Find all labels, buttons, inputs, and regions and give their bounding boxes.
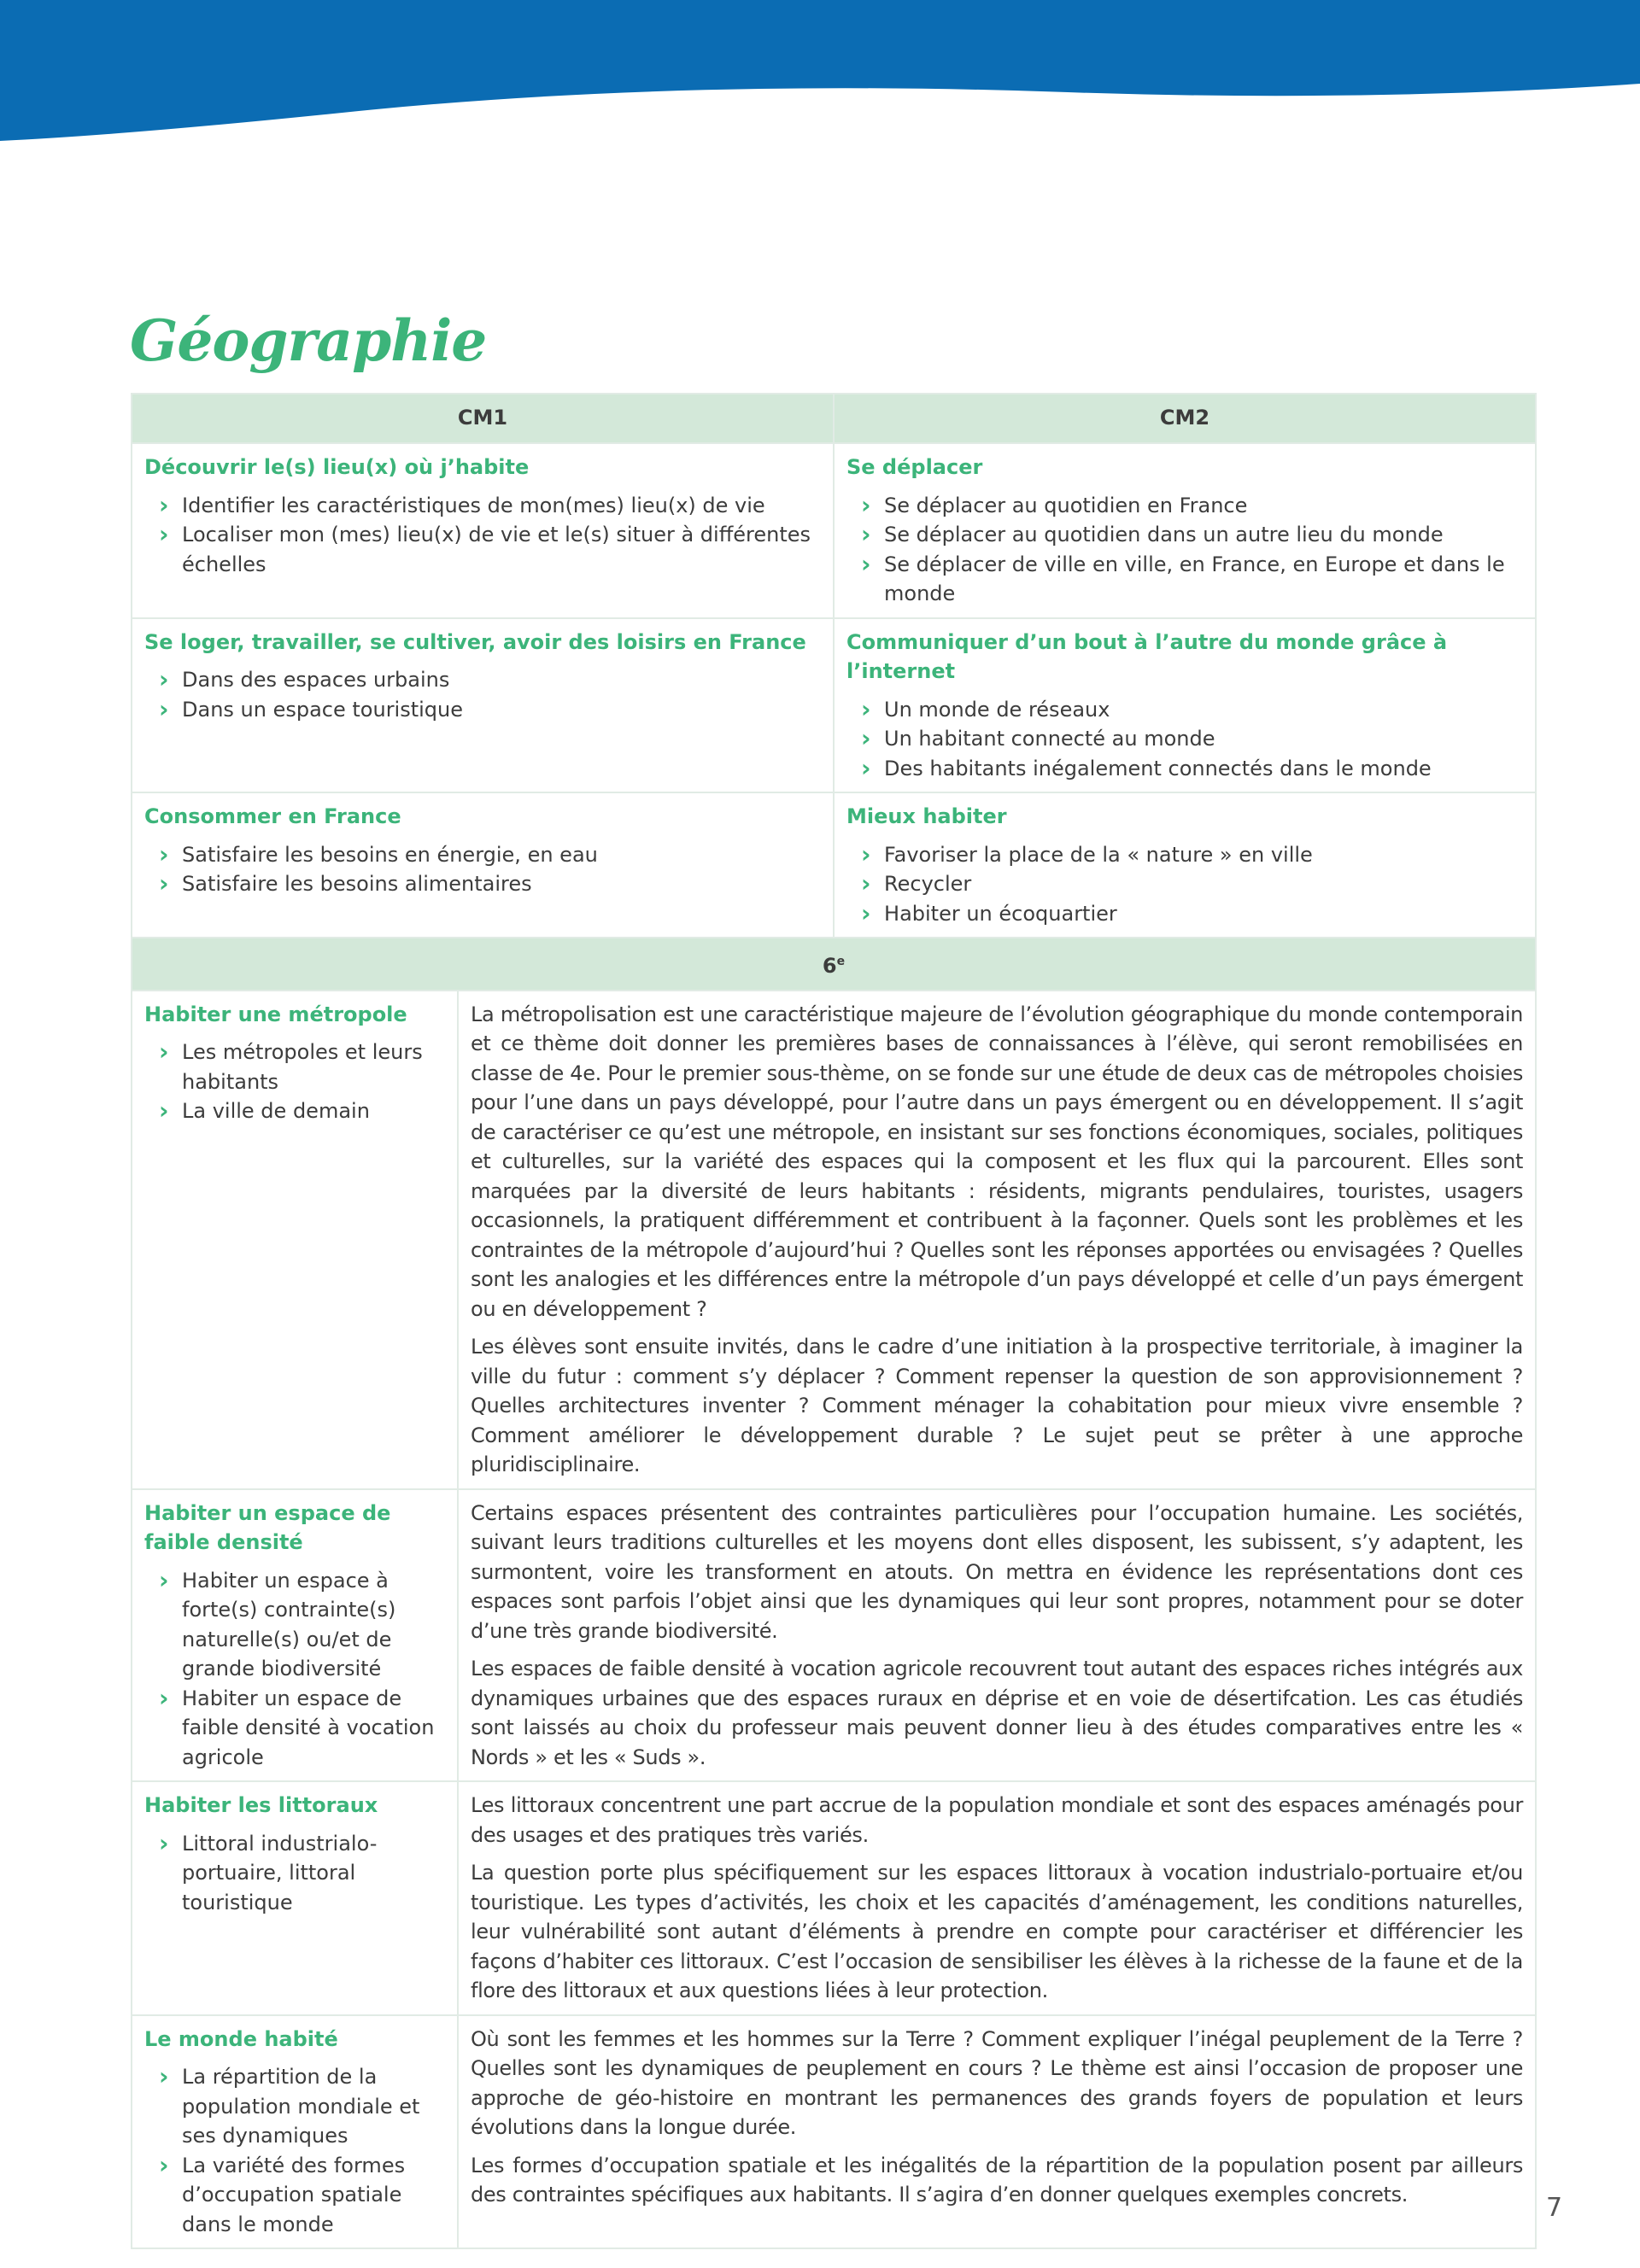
theme-title: Le monde habité bbox=[144, 2026, 338, 2051]
list-item-text: Localiser mon (mes) lieu(x) de vie et le(s) situer à différentes échelles bbox=[182, 523, 811, 576]
list-item-text: Dans des espaces urbains bbox=[182, 668, 450, 692]
list-item-text: Identifier les caractéristiques de mon(mes) lieu(x) de vie bbox=[182, 493, 765, 517]
list-item bbox=[159, 1096, 445, 1126]
list-item-text: La ville de demain bbox=[182, 1099, 370, 1123]
chevron-right-icon: › bbox=[861, 520, 871, 548]
chevron-right-icon: › bbox=[159, 869, 169, 897]
chevron-right-icon: › bbox=[861, 839, 871, 868]
list-item-text: Dans un espace touristique bbox=[182, 697, 464, 722]
sixieme-theme-cell bbox=[132, 1489, 458, 1782]
chevron-right-icon: › bbox=[861, 753, 871, 782]
theme-title: Mieux habiter bbox=[846, 804, 1007, 828]
description-paragraph: Les littoraux concentrent une part accrue de la population mondiale et sont des espaces aménagés pour des usages et des pratiques très variés. bbox=[471, 1793, 1524, 1847]
chevron-right-icon: › bbox=[861, 490, 871, 519]
list-item bbox=[159, 694, 821, 725]
theme-title: Communiquer d’un bout à l’autre du monde grâce à l’internet bbox=[846, 629, 1448, 683]
list-item bbox=[861, 694, 1523, 725]
sixieme-row bbox=[132, 1489, 1536, 1782]
chevron-right-icon: › bbox=[861, 724, 871, 752]
list-item-text: Des habitants inégalement connectés dans le monde bbox=[884, 756, 1432, 780]
theme-items bbox=[846, 695, 1523, 784]
chevron-right-icon: › bbox=[861, 898, 871, 927]
list-item bbox=[861, 839, 1523, 870]
chevron-right-icon: › bbox=[159, 1828, 169, 1857]
chevron-right-icon: › bbox=[159, 839, 169, 868]
list-item bbox=[861, 724, 1523, 754]
list-item-text: Un monde de réseaux bbox=[884, 697, 1110, 722]
description-paragraph: Les élèves sont ensuite invités, dans le cadre d’une initiation à la prospective territoriale, à imaginer la ville du futur : comment s’y déplacer ? Comment repenser la question de son approvisionnement ? Quelles architectures inventer ? Comment ménager la cohabitation pour mieux vivre ensemble ? Comment améliorer le développement durable ? Le sujet peut se prêter à une approche pluridisciplinaire. bbox=[471, 1335, 1524, 1476]
sixieme-row bbox=[132, 1781, 1536, 2015]
chevron-right-icon: › bbox=[159, 1038, 169, 1066]
list-item-text: Habiter un espace à forte(s) contrainte(s) naturelle(s) ou/et de grande biodiversité bbox=[182, 1568, 396, 1681]
chevron-right-icon: › bbox=[159, 1683, 169, 1712]
sixieme-theme-cell bbox=[132, 1781, 458, 2015]
chevron-right-icon: › bbox=[861, 694, 871, 723]
theme-items bbox=[846, 840, 1523, 929]
list-item bbox=[159, 1828, 445, 1918]
header-sixieme-sup: e bbox=[836, 955, 846, 968]
chevron-right-icon: › bbox=[159, 2150, 169, 2179]
list-item-text: Habiter un écoquartier bbox=[884, 901, 1117, 926]
sixieme-theme-cell bbox=[132, 2015, 458, 2249]
chevron-right-icon: › bbox=[159, 490, 169, 519]
theme-items bbox=[144, 840, 821, 899]
cm1-cell bbox=[132, 443, 834, 618]
top-banner bbox=[0, 0, 1640, 149]
chevron-right-icon: › bbox=[159, 2062, 169, 2090]
description-paragraph: Certains espaces présentent des contraintes particulières pour l’occupation humaine. Les sociétés, suivant leurs traditions culturelles et les moyens dont elles disposent, les subissent, s’y adaptent, les surmontent, voire les transforment en atouts. On mettra en évidence les représentations dont ces espaces sont parfois l’objet ainsi que les dynamiques qui leur sont propres, notamment pour se doter d’une très grande biodiversité. bbox=[471, 1500, 1524, 1643]
sixieme-row bbox=[132, 991, 1536, 1489]
list-item bbox=[159, 869, 821, 899]
cm1-cell bbox=[132, 618, 834, 793]
cm2-cell bbox=[834, 618, 1536, 793]
header-sixieme bbox=[132, 938, 1536, 991]
theme-title: Se déplacer bbox=[846, 455, 983, 479]
sixieme-description-cell bbox=[458, 1489, 1536, 1782]
list-item-text: Se déplacer au quotidien dans un autre lieu du monde bbox=[884, 523, 1444, 547]
sixieme-header-row bbox=[132, 938, 1536, 991]
chevron-right-icon: › bbox=[159, 1096, 169, 1125]
programme-table bbox=[131, 393, 1537, 2249]
list-item bbox=[861, 549, 1523, 609]
theme-title: Se loger, travailler, se cultiver, avoir des loisirs en France bbox=[144, 629, 806, 654]
theme-items bbox=[144, 1566, 445, 1773]
chevron-right-icon: › bbox=[159, 694, 169, 723]
theme-items bbox=[144, 665, 821, 724]
page-number: 7 bbox=[1546, 2193, 1563, 2223]
theme-items bbox=[144, 2062, 445, 2239]
list-item bbox=[159, 839, 821, 870]
list-item bbox=[861, 898, 1523, 929]
chevron-right-icon: › bbox=[159, 520, 169, 548]
list-item-text: Recycler bbox=[884, 872, 972, 896]
cm-row bbox=[132, 443, 1536, 618]
list-item-text: Se déplacer au quotidien en France bbox=[884, 493, 1248, 517]
list-item-text: Les métropoles et leurs habitants bbox=[182, 1040, 423, 1094]
cm2-cell bbox=[834, 792, 1536, 938]
list-item-text: Habiter un espace de faible densité à vocation agricole bbox=[182, 1686, 435, 1769]
description-paragraph: Les formes d’occupation spatiale et les inégalités de la répartition de la population posent par ailleurs des contraintes spécifiques aux habitants. Il s’agira d’en donner quelques exemples concrets. bbox=[471, 2153, 1524, 2207]
list-item bbox=[861, 520, 1523, 550]
sixieme-description-cell bbox=[458, 1781, 1536, 2015]
list-item bbox=[159, 520, 821, 579]
cm-row bbox=[132, 618, 1536, 793]
list-item bbox=[159, 665, 821, 695]
list-item bbox=[159, 1038, 445, 1096]
list-item-text: Un habitant connecté au monde bbox=[884, 727, 1215, 751]
theme-title: Consommer en France bbox=[144, 804, 401, 828]
chevron-right-icon: › bbox=[159, 665, 169, 693]
list-item-text: La variété des formes d’occupation spatiale dans le monde bbox=[182, 2153, 406, 2236]
header-sixieme-num: 6 bbox=[822, 954, 837, 978]
page-title: Géographie bbox=[130, 307, 487, 374]
sixieme-description-cell bbox=[458, 2015, 1536, 2249]
sixieme-row bbox=[132, 2015, 1536, 2249]
chevron-right-icon: › bbox=[861, 549, 871, 578]
list-item bbox=[861, 869, 1523, 899]
cm1-cell bbox=[132, 792, 834, 938]
theme-items bbox=[144, 491, 821, 580]
sixieme-theme-cell bbox=[132, 991, 458, 1489]
list-item-text: Satisfaire les besoins en énergie, en eau bbox=[182, 842, 598, 867]
theme-title: Découvrir le(s) lieu(x) où j’habite bbox=[144, 455, 530, 479]
list-item-text: Favoriser la place de la « nature » en ville bbox=[884, 842, 1313, 867]
header-cm2: CM2 bbox=[834, 394, 1536, 443]
list-item bbox=[159, 2150, 445, 2240]
header-cm1: CM1 bbox=[132, 394, 834, 443]
description-paragraph: Où sont les femmes et les hommes sur la Terre ? Comment expliquer l’inégal peuplement de la Terre ? Quelles sont les dynamiques de peuplement en cours ? Le thème est ainsi l’occasion de proposer une approche de géo-histoire en montrant les permanences des grands foyers de population et leurs évolutions dans la longue durée. bbox=[471, 2026, 1524, 2139]
cm-header-row bbox=[132, 394, 1536, 443]
theme-items bbox=[144, 1038, 445, 1126]
theme-title: Habiter une métropole bbox=[144, 1002, 407, 1026]
sixieme-description-cell bbox=[458, 991, 1536, 1489]
description-paragraph: Les espaces de faible densité à vocation agricole recouvrent tout autant des espaces riches intégrés aux dynamiques urbaines que des espaces ruraux en déprise et en voie de désertifcation. Les cas étudiés sont laissés au choix du professeur mais peuvent donner lieu à des études comparatives entre les « Nords » et les « Suds ». bbox=[471, 1657, 1524, 1769]
list-item-text: Se déplacer de ville en ville, en France, en Europe et dans le monde bbox=[884, 552, 1505, 605]
description-paragraph: La question porte plus spécifiquement sur les espaces littoraux à vocation industrialo-portuaire et/ou touristique. Les types d’activités, les choix et les capacités d’aménagement, les conditions naturelles, leur vulnérabilité sont autant d’éléments à prendre en compte pour caractériser et différencier les façons d’habiter ces littoraux. C’est l’occasion de sensibiliser les élèves à la richesse de la faune et de la flore des littoraux et aux questions liées à leur protection. bbox=[471, 1861, 1524, 2002]
theme-title: Habiter un espace de faible densité bbox=[144, 1500, 391, 1554]
list-item-text: La répartition de la population mondiale et ses dynamiques bbox=[182, 2065, 420, 2148]
chevron-right-icon: › bbox=[861, 869, 871, 897]
cm-row bbox=[132, 792, 1536, 938]
list-item bbox=[159, 2062, 445, 2151]
cm2-cell bbox=[834, 443, 1536, 618]
list-item bbox=[159, 490, 821, 521]
chevron-right-icon: › bbox=[159, 1565, 169, 1594]
theme-items bbox=[144, 1829, 445, 1918]
list-item bbox=[861, 490, 1523, 521]
list-item bbox=[159, 1565, 445, 1684]
theme-title: Habiter les littoraux bbox=[144, 1793, 378, 1817]
list-item bbox=[861, 753, 1523, 784]
list-item-text: Satisfaire les besoins alimentaires bbox=[182, 872, 532, 896]
theme-items bbox=[846, 491, 1523, 609]
description-paragraph: La métropolisation est une caractéristique majeure de l’évolution géographique du monde contemporain et ce thème doit donner les premières bases de connaissances à l’élève, qui seront remobilisées en classe de 4e. Pour le premier sous-thème, on se fonde sur une étude de deux cas de métropoles choisies pour l’une dans un pays développé, pour l’autre dans un pays émergent ou en développement. Il s’agit de caractériser ce qu’est une métropole, en insistant sur ses fonctions économiques, sociales, politiques et culturelles, sur la variété des espaces qui la composent et les flux qui la parcourent. Elles sont marquées par la diversité de leurs habitants : résidents, migrants pendulaires, touristes, usagers occasionnels, la pratiquent différemment et contribuent à la façonner. Quels sont les problèmes et les contraintes de la métropole d’aujourd’hui ? Quelles sont les réponses apportées ou envisagées ? Quelles sont les analogies et les différences entre la métropole d’un pays développé et celle d’un pays émergent ou en développement ? bbox=[471, 1002, 1524, 1321]
list-item bbox=[159, 1683, 445, 1773]
list-item-text: Littoral industrialo-portuaire, littoral touristique bbox=[182, 1831, 378, 1914]
